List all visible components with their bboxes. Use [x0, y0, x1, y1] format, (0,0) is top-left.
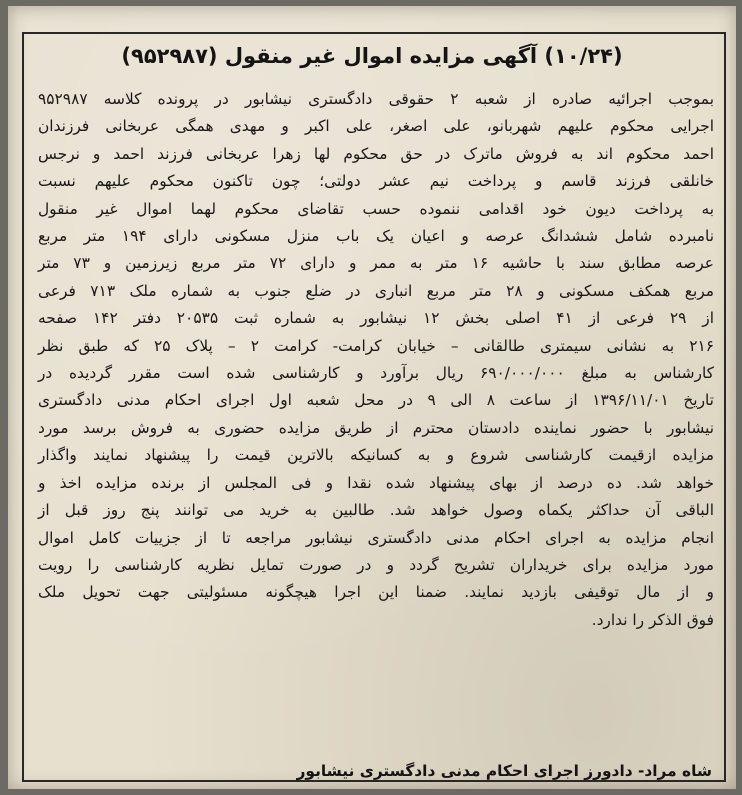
- newspaper-clipping: [8, 6, 736, 789]
- notice-line: نیشابور با حضور نماینده دادستان محترم از طریق مزایده حضوری به فروش برسد مورد: [38, 418, 714, 437]
- notice-line: از ۲۹ فرعی از ۴۱ اصلی بخش ۱۲ نیشابور به شماره ثبت ۲۰۵۳۵ دفتر ۱۴۲ صفحه: [38, 309, 714, 328]
- notice-line: مربع همکف مسکونی و ۲۸ متر مربع انباری در ضلع جنوب به شماره ملک ۷۱۳ فرعی: [38, 281, 714, 300]
- notice-line: ۲۱۶ به نشانی سیمتری طالقانی – خیابان کرامت- کرامت ۲ – پلاک ۲۵ که طبق نظر: [38, 336, 714, 355]
- notice-line: الباقی آن حداکثر یکماه وصول خواهد شد. طالبین به خرید می توانند پنج روز قبل از: [38, 501, 714, 520]
- notice-line: نامبرده شامل ششدانگ عرصه و اعیان یک باب منزل مسکونی دارای ۱۹۴ متر مربع: [38, 227, 714, 246]
- notice-signature: شاه مراد- دادورز اجرای احکام مدنی دادگستری نیشابور: [296, 762, 712, 780]
- notice-line: و از مال توقیفی بازدید نمایند. ضمنا این اجرا هیچگونه مسئولیتی جهت تحویل ملک: [38, 583, 714, 602]
- notice-line: فوق الذکر را ندارد.: [591, 610, 714, 629]
- notice-line: خواهد شد. ده درصد از بهای پیشنهاد شده نقدا و فی المجلس از برنده مزایده اخذ و: [38, 473, 714, 492]
- notice-line: کارشناس به مبلغ ۶۹۰/۰۰۰/۰۰۰ ریال برآورد و کارشناسی شده است مقرر گردیده در: [38, 364, 714, 383]
- notice-line: به پرداخت دیون خود اقدامی ننموده حسب تقاضای محکوم لهما اموال غیر منقول: [38, 199, 714, 218]
- notice-line: خانلقی فرزند قاسم و پرداخت نیم عشر دولتی؛ چون تاکنون محکوم علیهم نسبت: [38, 172, 714, 191]
- notice-line: اجرایی محکوم علیهم شهربانو، علی اصغر، علی اکبر و مهدی همگی عربخانی فرزندان: [38, 117, 714, 136]
- notice-body: [38, 86, 714, 634]
- notice-line: مزایده ازقیمت کارشناسی شروع و به کسانیکه بالاترین قیمت را پیشنهاد نمایند واگذار: [38, 446, 714, 465]
- notice-line: بموجب اجرائیه صادره از شعبه ۲ حقوقی دادگستری نیشابور در پرونده کلاسه ۹۵۲۹۸۷: [38, 90, 714, 108]
- notice-line: مورد مزایده برای خریداران تشریح گردد و در صورت تمایل نظریه کارشناسی را رویت: [38, 555, 714, 574]
- notice-line: عرصه مطابق سند با حاشیه ۱۶ متر به ممر و دارای ۷۲ متر مربع زیرزمین و ۷۳ متر: [38, 254, 714, 273]
- notice-line: تاریخ ۱۳۹۶/۱۱/۰۱ از ساعت ۸ الی ۹ در محل شعبه اول اجرای احکام مدنی دادگستری: [38, 391, 714, 410]
- notice-line: احمد محکوم اند به فروش ماترک در حق محکوم لها زهرا عربخانی فرزند احمد و نرجس: [38, 144, 714, 163]
- notice-line: انجام مزایده به اجرای احکام مدنی دادگستری نیشابور مراجعه تا از جزییات کامل اموال: [38, 528, 714, 547]
- notice-title: (۱۰/۲۴) آگهی مزایده اموال غیر منقول (۹۵۲۹۸۷): [121, 44, 623, 68]
